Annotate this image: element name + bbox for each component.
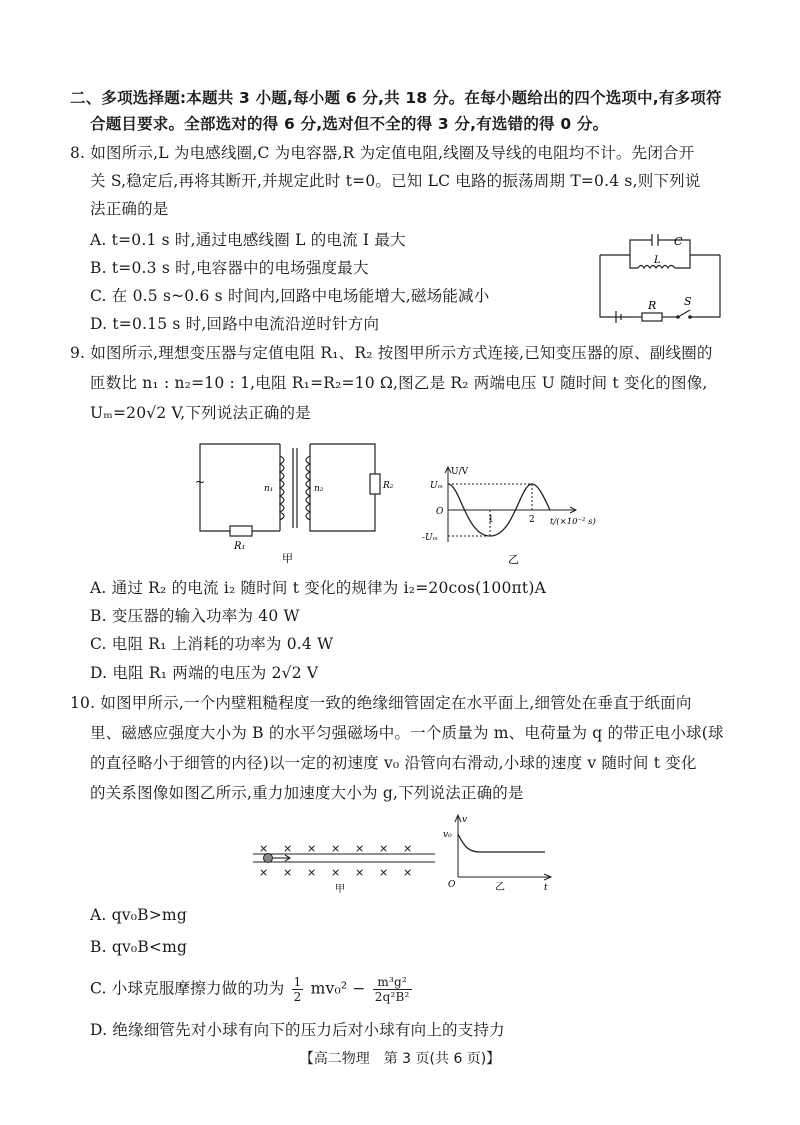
q10-graph-t-label: t — [544, 883, 548, 893]
q8-stem-2: 关 S,稳定后,再将其断开,并规定此时 t=0。已知 LC 电路的振荡周期 T=0.4 s,则下列说 — [90, 172, 701, 190]
q9-option-a: A. 通过 R₂ 的电流 i₂ 随时间 t 变化的规律为 i₂=20cos(100πt)A — [90, 579, 546, 597]
q10-field-crosses — [259, 842, 412, 879]
q8-label-r: R — [648, 299, 657, 312]
q9-stem-3: Uₘ=20√2 V,下列说法正确的是 — [90, 404, 311, 422]
q10-stem-3: 的直径略小于细管的内径)以一定的初速度 v₀ 沿管向右滑动,小球的速度 v 随时间 t 变化 — [90, 754, 697, 772]
q8-switch-contact-right — [688, 315, 692, 319]
q8-label-c: C — [674, 235, 683, 248]
q10-label-jia: 甲 — [335, 884, 345, 895]
q8-option-d: D. t=0.15 s 时,回路中电流沿逆时针方向 — [90, 315, 380, 333]
q10-option-c — [90, 975, 414, 1004]
q8-stem-1: 8. 如图所示,L 为电感线圈,C 为电容器,R 为定值电阻,线圈及导线的电阻均不计。先闭合开 — [70, 144, 695, 162]
svg-text:×: × — [259, 866, 269, 879]
q9-graph-tick-1: 1 — [488, 515, 494, 525]
q10-stem-1: 10. 如图甲所示,一个内壁粗糙程度一致的绝缘细管固定在水平面上,细管处在垂直于纸面向 — [70, 694, 692, 712]
svg-text:×: × — [331, 842, 341, 855]
q9-label-yi: 乙 — [508, 553, 519, 566]
svg-text:×: × — [379, 866, 389, 879]
q9-label-r1: R₁ — [234, 541, 246, 552]
svg-text:×: × — [403, 866, 413, 879]
q8-label-l: L — [654, 255, 661, 266]
svg-text:×: × — [307, 866, 317, 879]
q8-option-a: A. t=0.1 s 时,通过电感线圈 L 的电流 I 最大 — [90, 231, 406, 249]
section-header-line1: 二、多项选择题:本题共 3 小题,每小题 6 分,共 18 分。在每小题给出的四个选项中,有多项符 — [70, 89, 722, 107]
q9-label-n2: n₂ — [314, 484, 324, 494]
q9-graph-um: Uₘ — [430, 481, 444, 491]
q9-graph-xlabel: t/(×10⁻² s) — [550, 517, 596, 527]
q10-fraction-energy: $\frac{\text{m³g²}}{\text{2q²B²}}$ — [374, 975, 410, 1004]
q10-tube-figure — [245, 840, 445, 895]
q9-label-jia: 甲 — [282, 552, 293, 565]
svg-text:×: × — [403, 842, 413, 855]
q8-option-b: B. t=0.3 s 时,电容器中的电场强度最大 — [90, 259, 369, 277]
q9-graph-origin: O — [436, 507, 444, 517]
q10-option-a: A. qv₀B>mg — [90, 906, 187, 924]
svg-text:×: × — [355, 866, 365, 879]
q9-option-c: C. 电阻 R₁ 上消耗的功率为 0.4 W — [90, 635, 334, 653]
svg-text:×: × — [283, 842, 293, 855]
q9-option-d: D. 电阻 R₁ 两端的电压为 2√2 V — [90, 664, 319, 682]
q9-stem-2: 匝数比 n₁ : n₂=10 : 1,电阻 R₁=R₂=10 Ω,图乙是 R₂ 两端电压 U 随时间 t 变化的图像, — [90, 374, 708, 392]
svg-text:×: × — [379, 842, 389, 855]
q10-label-yi: 乙 — [495, 882, 505, 893]
q10-graph-origin: O — [448, 880, 456, 890]
q8-option-c: C. 在 0.5 s~0.6 s 时间内,回路中电场能增大,磁场能减小 — [90, 287, 490, 305]
q10-stem-2: 里、磁感应强度大小为 B 的水平匀强磁场中。一个质量为 m、电荷量为 q 的带正电小球(球 — [90, 724, 724, 742]
q9-graph-neg-um: -Uₘ — [422, 533, 439, 543]
q8-switch-contact-left — [676, 315, 680, 319]
svg-text:×: × — [283, 866, 293, 879]
q10-option-c-text: C. 小球克服摩擦力做的功为 — [90, 979, 285, 998]
section-header-line2: 合题目要求。全部选对的得 6 分,选对但不全的得 3 分,有选错的得 0 分。 — [90, 115, 609, 133]
q9-ac-source: ~ — [195, 475, 206, 489]
svg-text:×: × — [307, 842, 317, 855]
q10-graph-v-label: v — [462, 815, 468, 825]
q9-voltage-graph — [420, 460, 620, 570]
q9-option-b: B. 变压器的输入功率为 40 W — [90, 607, 300, 625]
q10-graph-v0-label: v₀ — [443, 830, 452, 840]
q8-stem-3: 法正确的是 — [90, 200, 169, 218]
svg-text:×: × — [355, 842, 365, 855]
q9-graph-tick-2: 2 — [529, 515, 535, 525]
q9-label-n1: n₁ — [264, 484, 274, 494]
q10-option-b: B. qv₀B<mg — [90, 938, 188, 956]
svg-text:×: × — [259, 842, 269, 855]
q9-transformer-figure — [190, 436, 394, 566]
q9-stem-1: 9. 如图所示,理想变压器与定值电阻 R₁、R₂ 按图甲所示方式连接,已知变压器的原、副线圈的 — [70, 344, 713, 362]
q10-option-d: D. 绝缘细管先对小球有向下的压力后对小球有向上的支持力 — [90, 1021, 505, 1039]
page-footer: 【高二物理 第 3 页(共 6 页)】 — [299, 1051, 501, 1067]
q10-stem-4: 的关系图像如图乙所示,重力加速度大小为 g,下列说法正确的是 — [90, 784, 524, 802]
q8-label-s: S — [684, 295, 692, 308]
q10-velocity-graph — [440, 812, 560, 894]
svg-text:×: × — [331, 866, 341, 879]
q10-option-c-mid: mv₀² − — [310, 979, 366, 998]
q9-graph-ylabel: U/V — [451, 467, 469, 477]
q9-label-r2: R₂ — [383, 481, 394, 491]
q8-circuit-figure — [590, 225, 730, 325]
q10-fraction-half: $\frac{1}{2}$ — [293, 975, 302, 1004]
